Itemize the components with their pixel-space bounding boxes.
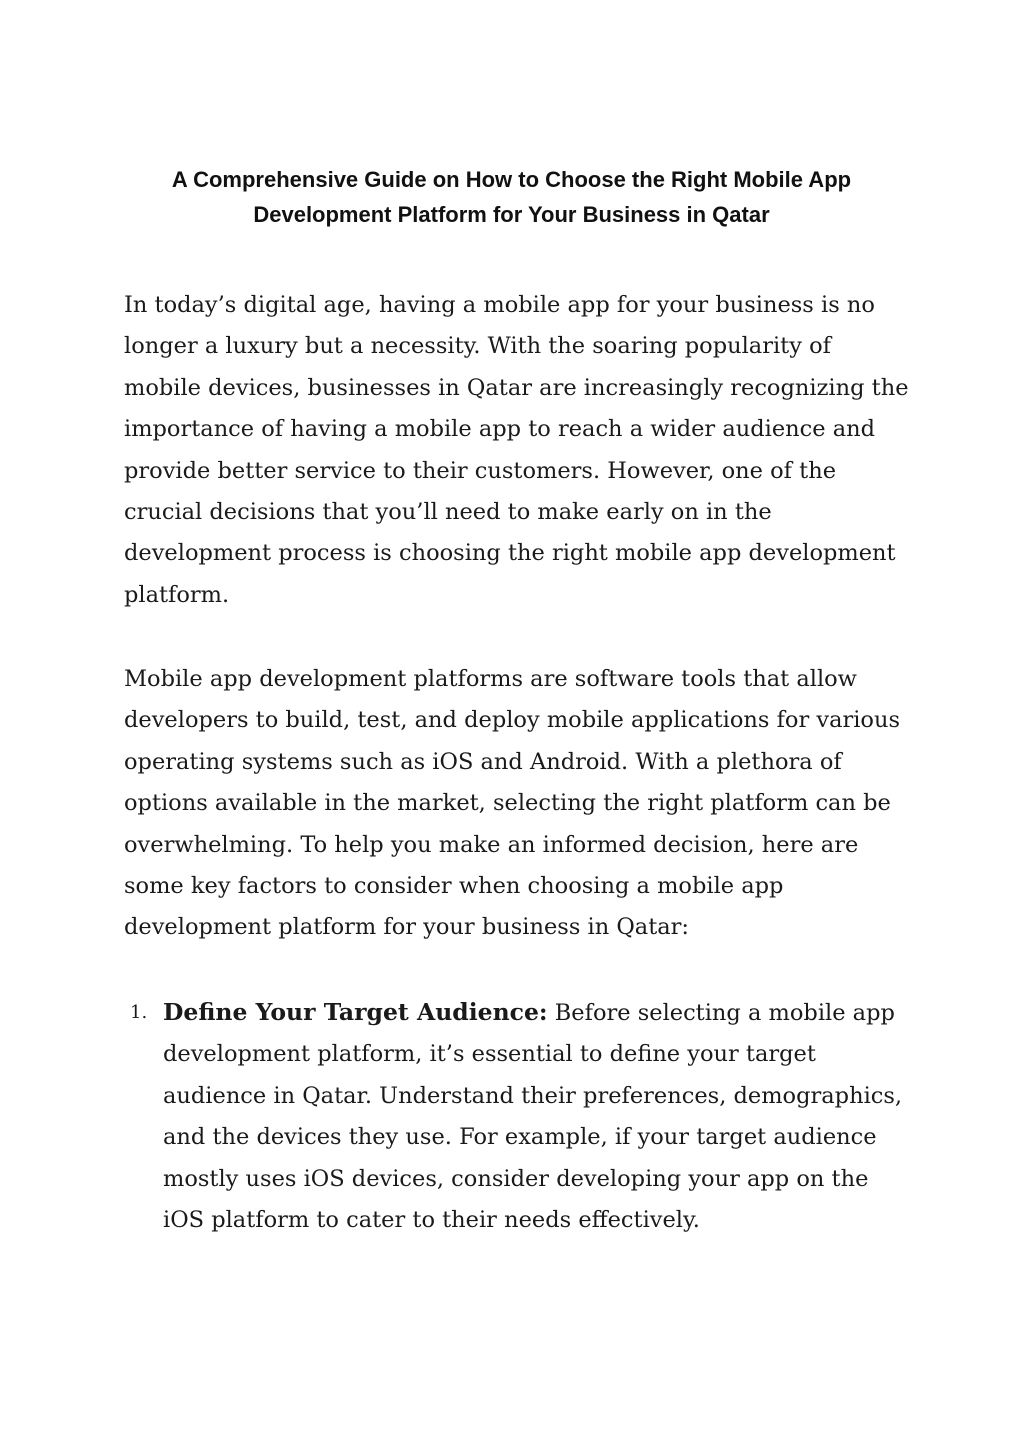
list-item-body	[163, 992, 908, 1241]
list-item-heading: Define Your Target Audience:	[163, 998, 548, 1026]
intro-paragraph: In today’s digital age, having a mobile app for your business is no longer a luxury but a necessity. With the soaring popularity of mobile devices, businesses in Qatar are increasingly recognizing the importance of having a mobile app to reach a wider audience and provide better service to their customers. However, one of the crucial decisions that you’ll need to make early on in the development process is choosing the right mobile app development platform.	[124, 292, 909, 608]
platforms-paragraph: Mobile app development platforms are software tools that allow developers to build, test, and deploy mobile applications for various operating systems such as iOS and Android. With a plethora of options available in the market, selecting the right platform can be overwhelming. To help you make an informed decision, here are some key factors to consider when choosing a mobile app development platform for your business in Qatar:	[124, 666, 901, 941]
document-title: A Comprehensive Guide on How to Choose the Right Mobile App Development Platform for Your Business in Qatar	[171, 167, 852, 227]
list-item-number: 1.	[130, 1002, 148, 1023]
list-item-text: Before selecting a mobile app development platform, it’s essential to define your target audience in Qatar. Understand their preferences, demographics, and the devices they use. For example, if your target audience mostly uses iOS devices, consider developing your app on the iOS platform to cater to their needs effectively.	[163, 1000, 903, 1234]
